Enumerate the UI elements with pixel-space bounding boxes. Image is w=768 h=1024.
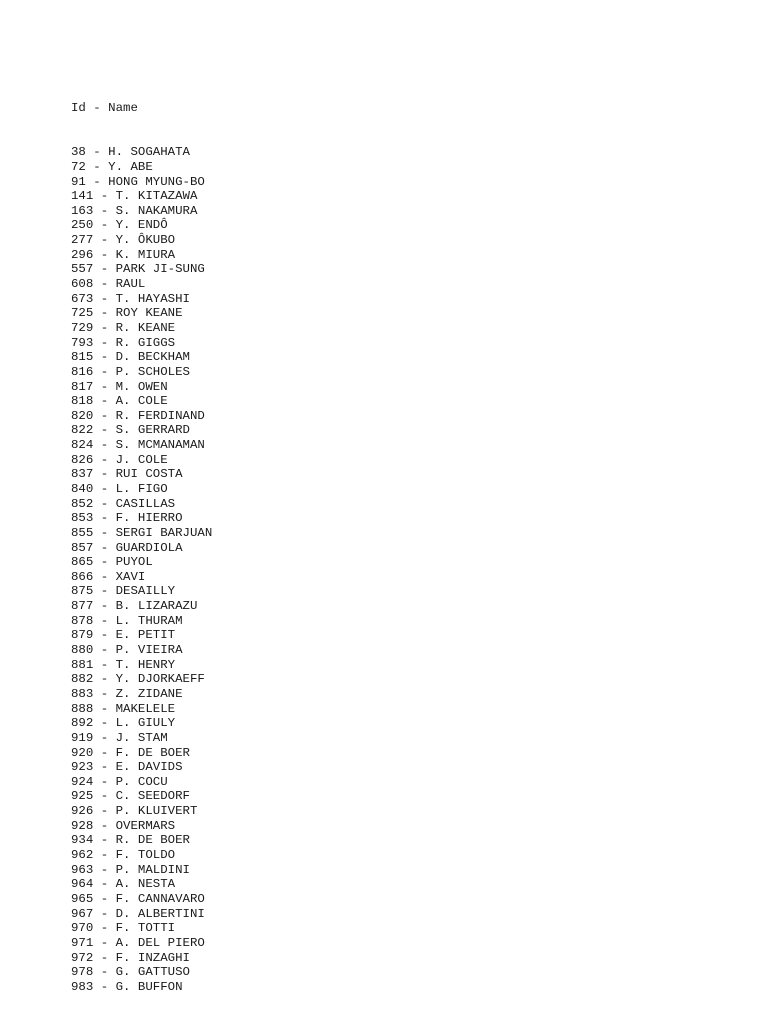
list-item: 865 - PUYOL — [71, 555, 153, 570]
list-item: 822 - S. GERRARD — [71, 423, 190, 438]
list-item: 866 - XAVI — [71, 569, 146, 584]
list-item: 816 - P. SCHOLES — [71, 364, 190, 379]
list-item: 277 - Y. ÔKUBO — [71, 233, 176, 248]
list-item: 826 - J. COLE — [71, 452, 168, 467]
list-item: 824 - S. MCMANAMAN — [71, 438, 205, 453]
list-item: 91 - HONG MYUNG-BO — [71, 174, 205, 189]
list-item: 965 - F. CANNAVARO — [71, 891, 205, 906]
list-item: 881 - T. HENRY — [71, 657, 176, 672]
list-item: 250 - Y. ENDÔ — [71, 218, 168, 233]
list-item: 725 - ROY KEANE — [71, 306, 183, 321]
list-item: 673 - T. HAYASHI — [71, 291, 190, 306]
list-item: 934 - R. DE BOER — [71, 833, 190, 848]
list-item: 972 - F. INZAGHI — [71, 950, 190, 965]
list-item: 296 - K. MIURA — [71, 247, 176, 262]
list-item: 883 - Z. ZIDANE — [71, 686, 183, 701]
list-item: 875 - DESAILLY — [71, 584, 176, 599]
list-item: 820 - R. FERDINAND — [71, 408, 205, 423]
list-item: 880 - P. VIEIRA — [71, 643, 183, 658]
list-item: 72 - Y. ABE — [71, 159, 153, 174]
list-item: 38 - H. SOGAHATA — [71, 145, 190, 160]
list-item: 962 - F. TOLDO — [71, 848, 176, 863]
list-item: 608 - RAUL — [71, 277, 146, 292]
list-item: 879 - E. PETIT — [71, 628, 176, 643]
list-item: 925 - C. SEEDORF — [71, 789, 190, 804]
list-item: 919 - J. STAM — [71, 730, 168, 745]
list-item: 882 - Y. DJORKAEFF — [71, 672, 205, 687]
list-item: 817 - M. OWEN — [71, 379, 168, 394]
list-item: 852 - CASILLAS — [71, 496, 176, 511]
player-id-name-list — [71, 72, 212, 1009]
list-item: 557 - PARK JI-SUNG — [71, 262, 205, 277]
list-item: 926 - P. KLUIVERT — [71, 804, 198, 819]
list-item: 853 - F. HIERRO — [71, 511, 183, 526]
list-item: 970 - F. TOTTI — [71, 921, 176, 936]
list-item: 877 - B. LIZARAZU — [71, 599, 198, 614]
list-item: 815 - D. BECKHAM — [71, 350, 190, 365]
list-item: 878 - L. THURAM — [71, 613, 183, 628]
list-item: 888 - MAKELELE — [71, 701, 176, 716]
list-item: 963 - P. MALDINI — [71, 862, 190, 877]
list-item: 924 - P. COCU — [71, 774, 168, 789]
list-item: 840 - L. FIGO — [71, 482, 168, 496]
list-item: 892 - L. GIULY — [71, 716, 176, 731]
list-item: 837 - RUI COSTA — [71, 467, 183, 482]
list-rows — [71, 145, 212, 994]
list-item: 857 - GUARDIOLA — [71, 540, 183, 555]
list-item: 978 - G. GATTUSO — [71, 965, 190, 980]
list-item: 920 - F. DE BOER — [71, 745, 190, 760]
list-item: 967 - D. ALBERTINI — [71, 906, 205, 921]
list-item: 923 - E. DAVIDS — [71, 760, 183, 775]
list-item: 855 - SERGI BARJUAN — [71, 525, 213, 540]
list-item: 729 - R. KEANE — [71, 320, 176, 335]
list-item: 818 - A. COLE — [71, 394, 168, 409]
list-item: 928 - OVERMARS — [71, 818, 176, 833]
list-header: Id - Name — [71, 101, 138, 116]
list-item: 793 - R. GIGGS — [71, 335, 176, 350]
list-item: 964 - A. NESTA — [71, 877, 176, 892]
list-item: 983 - G. BUFFON — [71, 979, 183, 994]
list-item: 971 - A. DEL PIERO — [71, 935, 205, 950]
list-item: 141 - T. KITAZAWA — [71, 189, 198, 204]
list-item: 163 - S. NAKAMURA — [71, 203, 198, 218]
